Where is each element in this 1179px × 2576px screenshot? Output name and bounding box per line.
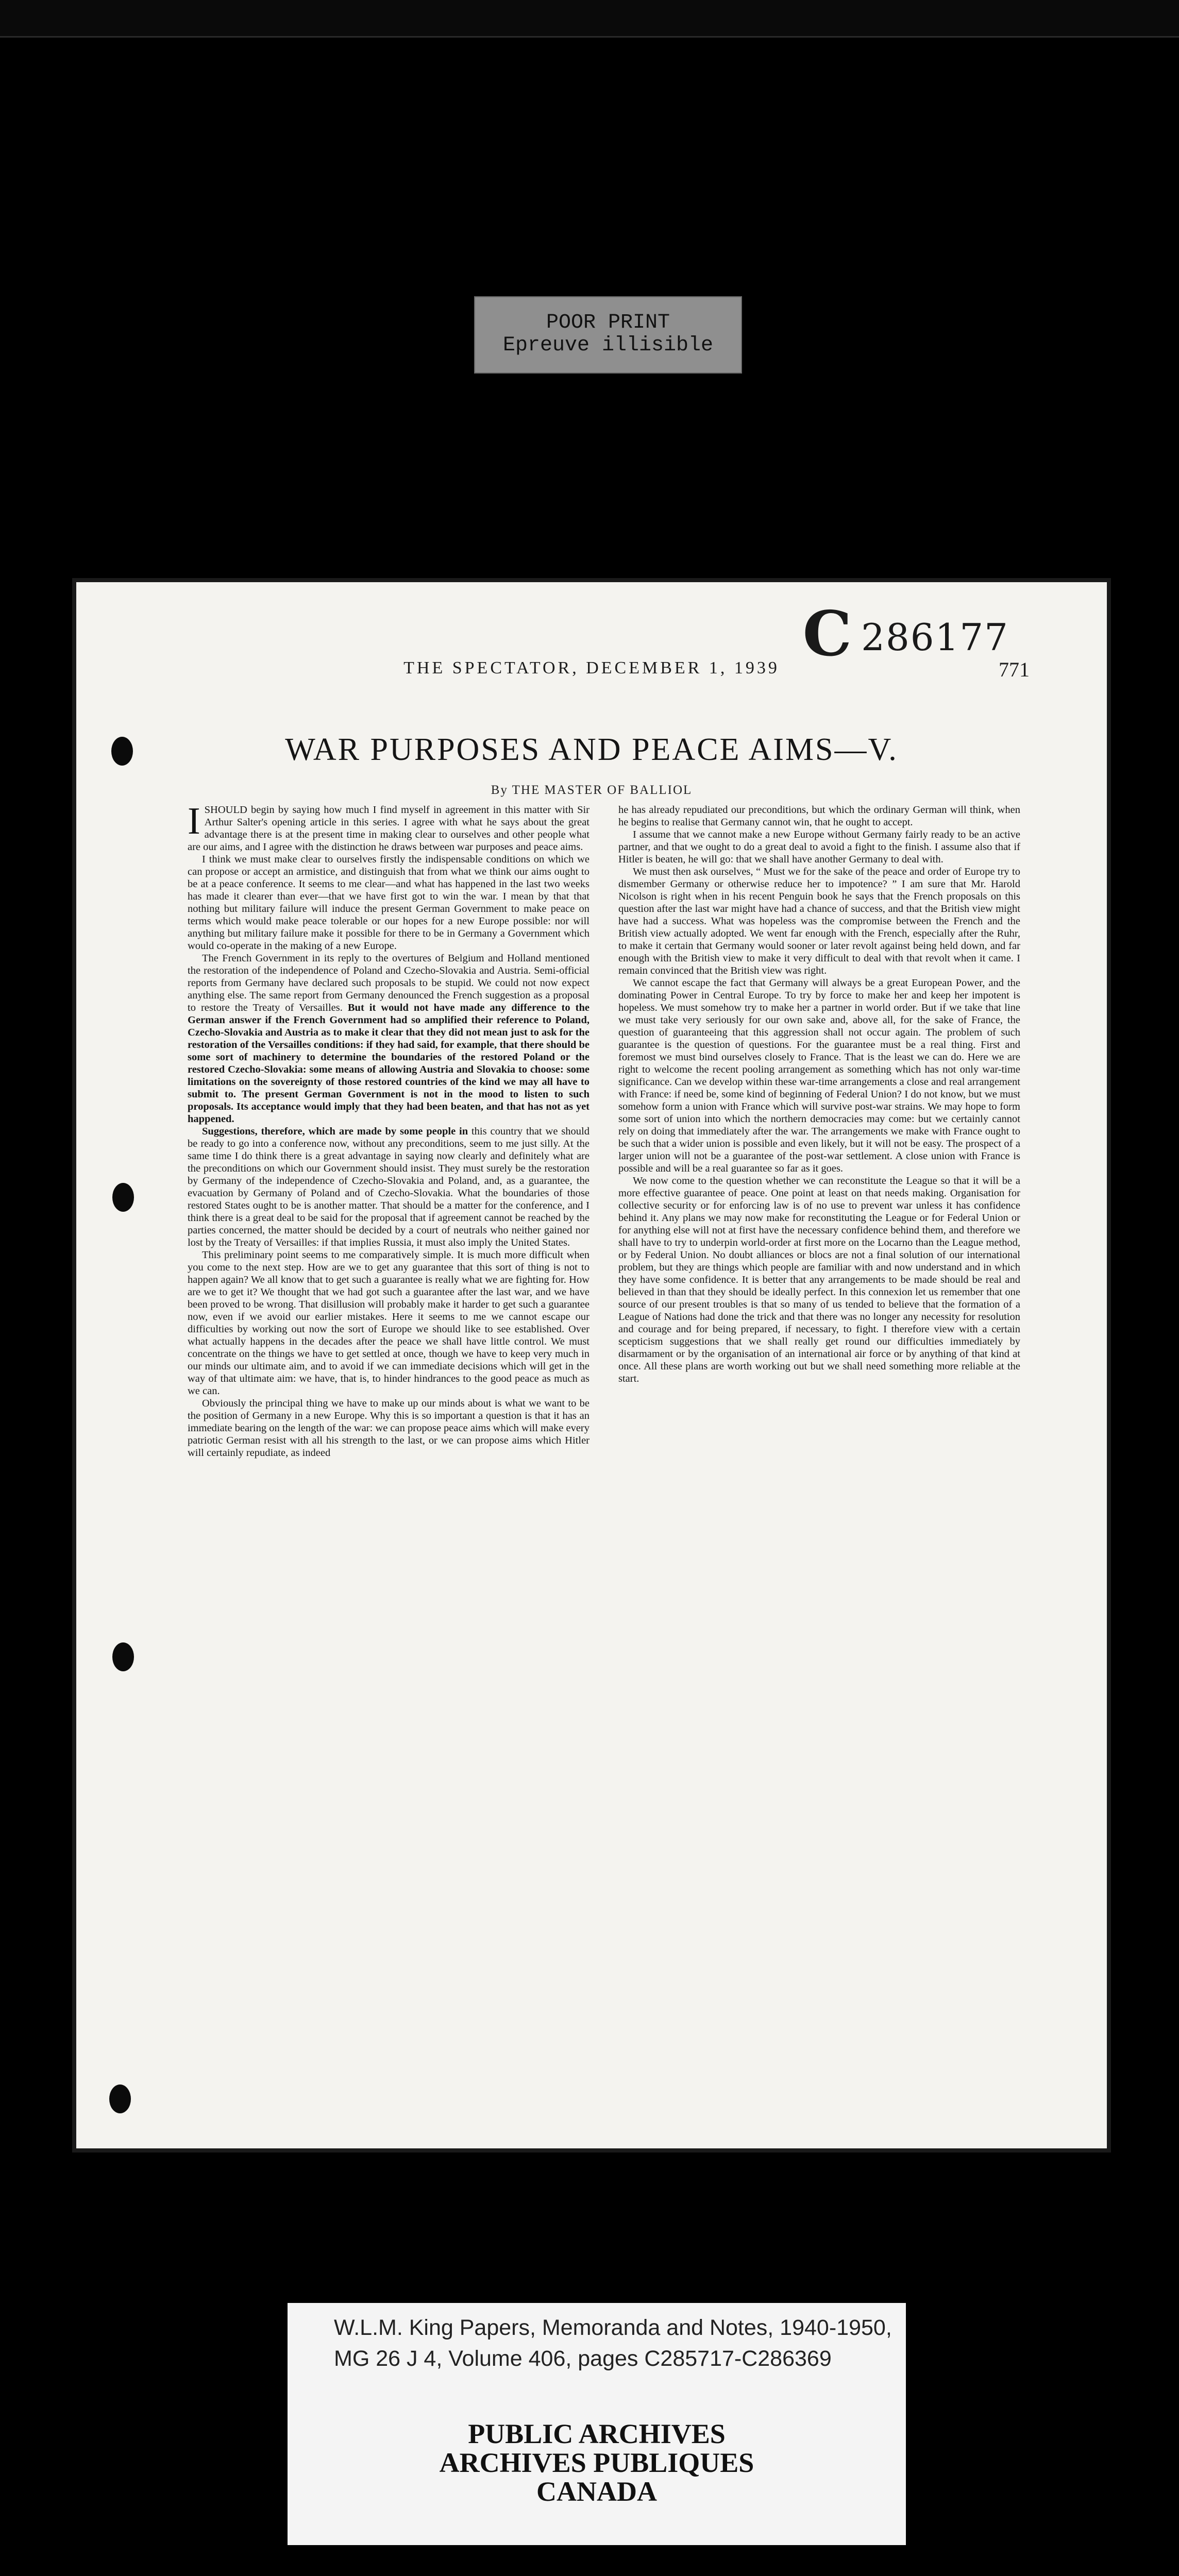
archives-line-1: PUBLIC ARCHIVES xyxy=(468,2418,726,2449)
article-title: WAR PURPOSES AND PEACE AIMS—V. xyxy=(285,732,898,767)
article-column-right xyxy=(618,804,1020,2123)
catalog-prefix: C xyxy=(802,598,853,670)
catalog-digits: 286177 xyxy=(861,616,1009,659)
source-label xyxy=(288,2303,906,2391)
film-frame-top xyxy=(0,0,1179,36)
paragraph: I think we must make clear to ourselves firstly the indispensable conditions on which we can propose or accept an armistice, and distinguish that from what we think our aims ought to be at a peace conference. It seems to me clear—and what has happened in the last two weeks has made it clearer than ever—that we have first got to win the war. I mean by that that nothing but military failure will induce the present German Government to make peace on terms which would make peace tolerable or our hopes for a new Europe possible: nor will anything but military failure make it possible for there to be in Germany a Government which would co-operate in the making of a new Europe. xyxy=(188,854,590,952)
article-byline: By THE MASTER OF BALLIOL xyxy=(491,783,693,797)
source-line-1: W.L.M. King Papers, Memoranda and Notes, 1940-1950, xyxy=(334,2315,892,2340)
article-column-left xyxy=(188,804,590,2123)
drop-cap: I xyxy=(188,804,200,842)
paragraph: We cannot escape the fact that Germany will always be a great European Power, and the dominating Power in Central Europe. To try by force to make her and keep her impotent is hopeless. We must somehow try to make her a partner in world order. But if we take that line we must take very seriously for our own sake and, above all, for the sake of France, the question of guaranteeing that this aggression shall not occur again. The problem of such guarantee is the question of questions. For the guarantee must be a real thing. First and foremost we must bind ourselves closely to France. That is the least we can do. Here we are right to welcome the recent pooling arrangement as something which has not only war-time significance. Can we develop within these war-time arrangements a close and real arrangement with France: if need be, some kind of beginning of Federal Union? I do not know, but we must somehow form a union with France which will survive post-war strains. We may hope to form some sort of union into which the northern democracies may come: but we certainly cannot rely on doing that immediately after the war. The arrangements we make with France ought to be such that a wider union is possible and even likely, but it will not be easy. The prospect of a larger union will not be a guarantee of the post-war settlement. A close union with France is possible and will be a real guarantee so far as it goes. xyxy=(618,977,1020,1174)
document-page xyxy=(76,582,1107,2148)
paragraph: The French Government in its reply to the overtures of Belgium and Holland mentioned the restoration of the independence of Poland and Czecho-Slovakia and Austria. Semi-official reports from Germany have declared such proposals to be stupid. We could not now expect anything else. The same report from Germany denounced the French suggestion as a proposal to restore the Treaty of Versailles. But it would not have made any difference to the German answer if the French Government had so amplified their reference to Poland, Czecho-Slovakia and Austria as to make it clear that they did not mean just to ask for the restoration of the Versailles conditions: if they had said, for example, that there should be some sort of machinery to determine the boundaries of the restored Poland or the restored Czecho-Slovakia: some means of allowing Austria and Slovakia to choose: some limitations on the sovereignty of those restored countries of the kind we may all have to submit to. The present German Government is not in the mood to listen to such proposals. Its acceptance would imply that they had been beaten, and that has not as yet happened. xyxy=(188,953,590,1125)
punch-hole xyxy=(112,1642,134,1671)
archives-line-3: CANADA xyxy=(536,2476,657,2507)
paragraph: he has already repudiated our preconditions, but which the ordinary German will think, when he begins to realise that Germany cannot win, that he ought to accept. xyxy=(618,804,1020,828)
punch-hole xyxy=(112,1183,134,1212)
archives-line-2: ARCHIVES PUBLIQUES xyxy=(439,2447,754,2478)
paragraph: I assume that we cannot make a new Europe without Germany fairly ready to be an active partner, and that we ought to do a great deal to avoid a fight to the finish. I assume also that if Hitler is beaten, he will go: that we shall have another Germany to deal with. xyxy=(618,829,1020,865)
stamp-line-english: POOR PRINT xyxy=(546,311,670,334)
page-number: 771 xyxy=(999,658,1030,681)
paragraph: We now come to the question whether we can reconstitute the League so that it will be a more effective guarantee of peace. One point at least on that needs making. Organisation for collective security or for enforcing law is of no use to prevent war unless it has confidence behind it. Any plans we may now make for reconstituting the League or for Federal Union or for anything else will not at first have the necessary confidence behind them, and therefore we shall have to try to underpin world-order at first more on the Locarno than the League method, or by Federal Union. No doubt alliances or blocs are not a final solution of our international problem, but they are things which people are familiar with and now understand and in which they have some confidence. It is better that any arrangements to be made should be real and believed in than that they should be ideally perfect. In this connexion let us remember that one source of our present troubles is that so many of us tended to believe that the formation of a League of Nations had done the trick and that there was no longer any necessity for resolution and courage and for being prepared, if necessary, to fight. I therefore view with a certain scepticism suggestions that we shall really get round our difficulties immediately by disarmament or by the organisation of an international air force or by anything of that kind at once. All these plans are worth working out but we shall need something more reliable at the start. xyxy=(618,1175,1020,1384)
film-frame-edge xyxy=(0,36,1179,38)
poor-print-stamp xyxy=(474,296,742,374)
paragraph: Obviously the principal thing we have to make up our minds about is what we want to be the position of Germany in a new Europe. Why this is so important a question is that it has an immediate bearing on the length of the war: we can propose peace aims which will make every patriotic German resist with all his strength to the last, or we can propose aims which Hitler will certainly repudiate, as indeed xyxy=(188,1398,590,1459)
paragraph: We must then ask ourselves, “ Must we for the sake of the peace and order of Europe try to dismember Germany or otherwise reduce her to impotence? ” I am sure that Mr. Harold Nicolson is right when in his recent Penguin book he says that the French proposals on this question after the last war might have had a chance of success, and that the British view might have had a success. What was hopeless was the compromise between the French and the British view actually adopted. We went far enough with the French, especially after the Ruhr, to make it certain that Germany would sooner or later revolt against being held down, and far enough with the British view to make it very difficult to deal with that revolt when it came. I remain convinced that the British view was right. xyxy=(618,866,1020,976)
paragraph: I SHOULD begin by saying how much I find myself in agreement in this matter with Sir Arthur Salter's opening article in this series. I agree with what he says about the great advantage there is at the present time in making clear to ourselves and other people what are our aims, and I agree with the distinction he draws between war purposes and peace aims. xyxy=(188,804,590,853)
source-line-2: MG 26 J 4, Volume 406, pages C285717-C286369 xyxy=(334,2346,832,2371)
paragraph: Suggestions, therefore, which are made by some people in this country that we should be ready to go into a conference now, without any preconditions, seem to me just silly. At the same time I do think there is a great advantage in saying now clearly and definitely what are the preconditions on which our Government should insist. They must surely be the restoration by Germany of the independence of Czecho-Slovakia and Poland, and, as a guarantee, the evacuation by Germany of Poland and of Czecho-Slovakia. What the boundaries of those restored States ought to be is another matter. That should be a matter for the conference, and I think there is a great deal to be said for the proposal that if agreement cannot be reached by the parties concerned, the matter should be decided by a court of neutrals who neither gained nor lost by the Treaty of Versailles: if that implies Russia, it must also imply the United States. xyxy=(188,1126,590,1248)
paragraph: This preliminary point seems to me comparatively simple. It is much more difficult when you come to the next step. How are we to get any guarantee that this sort of thing is not to happen again? We all know that to get such a guarantee is really what we are fighting for. How are we to get it? We thought that we had got such a guarantee after the last war, and we have been proved to be wrong. That disillusion will probably make it harder to get such a guarantee now, even if we avoid our earlier mistakes. Here it seems to me we cannot escape our difficulties by working out now the sort of Europe we should like to see established. Over what actually happens in the decades after the peace we shall have little control. We must concentrate on the things we have to get settled at once, though we have to keep very much in our minds our ultimate aim, and to avoid if we can immediate decisions which will get in the way of that ultimate aim: we have, that is, to hinder hindrances to the good peace as much as we can. xyxy=(188,1249,590,1397)
stamp-line-french: Epreuve illisible xyxy=(502,334,714,357)
archives-stamp xyxy=(288,2391,906,2545)
running-head: THE SPECTATOR, DECEMBER 1, 1939 xyxy=(403,658,780,677)
punch-hole xyxy=(109,2084,131,2113)
